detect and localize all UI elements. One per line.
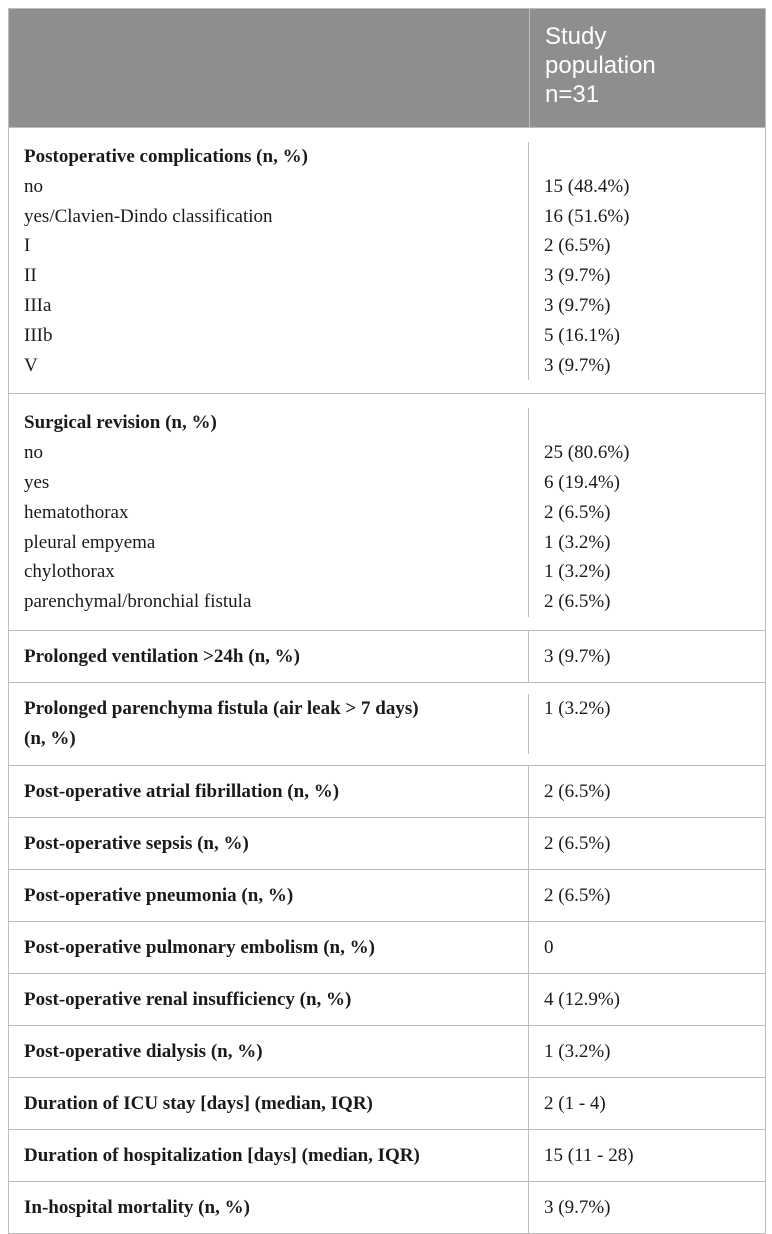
surgical-revision-group xyxy=(9,393,765,630)
row-value: 3 (9.7%) xyxy=(544,354,611,376)
row-label: Post-operative pneumonia (n, %) xyxy=(24,884,294,906)
row-label: no xyxy=(24,175,43,197)
table-row xyxy=(9,817,765,869)
table-row xyxy=(9,973,765,1025)
table-row xyxy=(9,1129,765,1181)
row-label: Post-operative sepsis (n, %) xyxy=(24,832,249,854)
row-value: 1 (3.2%) xyxy=(544,531,611,553)
row-label: Post-operative dialysis (n, %) xyxy=(24,1040,263,1062)
row-value: 2 (1 - 4) xyxy=(544,1092,606,1114)
table-row xyxy=(9,869,765,921)
header-line: n=31 xyxy=(545,81,600,108)
table-row xyxy=(9,921,765,973)
row-label: Duration of ICU stay [days] (median, IQR) xyxy=(24,1092,373,1114)
row-value: 15 (11 - 28) xyxy=(544,1144,634,1166)
table-row xyxy=(9,1077,765,1129)
header-study-population xyxy=(530,9,765,127)
row-value: 15 (48.4%) xyxy=(544,175,630,197)
row-value: 1 (3.2%) xyxy=(544,697,611,719)
row-label: pleural empyema xyxy=(24,531,156,553)
row-label: hematothorax xyxy=(24,501,129,523)
header-line: Study xyxy=(545,23,607,50)
row-label: Prolonged parenchyma fistula (air leak > 7 days) xyxy=(24,697,419,719)
row-label: Post-operative atrial fibrillation (n, %) xyxy=(24,780,340,802)
row-value: 1 (3.2%) xyxy=(544,1040,611,1062)
row-value: 3 (9.7%) xyxy=(544,1196,611,1218)
table-header xyxy=(9,9,765,127)
row-value: 2 (6.5%) xyxy=(544,884,611,906)
row-value: 2 (6.5%) xyxy=(544,780,611,802)
row-value: 4 (12.9%) xyxy=(544,988,620,1010)
postoperative-complications-group xyxy=(9,127,765,393)
row-label: chylothorax xyxy=(24,561,115,583)
row-value: 1 (3.2%) xyxy=(544,561,611,583)
row-label: Post-operative pulmonary embolism (n, %) xyxy=(24,936,375,958)
row-value: 2 (6.5%) xyxy=(544,501,611,523)
row-label: II xyxy=(24,265,37,287)
row-label: IIIa xyxy=(24,294,52,316)
ventilation-row xyxy=(9,630,765,682)
row-label: V xyxy=(24,354,38,376)
table-row xyxy=(9,1181,765,1233)
table-row xyxy=(9,765,765,817)
row-label: IIIb xyxy=(24,324,53,346)
row-value: 3 (9.7%) xyxy=(544,645,611,667)
fistula-row xyxy=(9,682,765,765)
row-label: no xyxy=(24,442,43,464)
row-label: Prolonged ventilation >24h (n, %) xyxy=(24,645,300,667)
row-value: 3 (9.7%) xyxy=(544,294,611,316)
row-label: I xyxy=(24,235,31,257)
row-value: 2 (6.5%) xyxy=(544,832,611,854)
row-value: 5 (16.1%) xyxy=(544,324,620,346)
row-label: Duration of hospitalization [days] (median, IQR) xyxy=(24,1144,420,1166)
header-label-cell xyxy=(9,9,530,127)
row-value: 0 xyxy=(544,936,554,958)
row-value: 2 (6.5%) xyxy=(544,235,611,257)
row-label: (n, %) xyxy=(24,727,76,749)
group-title: Surgical revision (n, %) xyxy=(24,412,217,434)
table-row xyxy=(9,1025,765,1077)
row-value: 3 (9.7%) xyxy=(544,265,611,287)
row-label: yes xyxy=(24,471,50,493)
row-label: In-hospital mortality (n, %) xyxy=(24,1196,250,1218)
row-value: 25 (80.6%) xyxy=(544,442,630,464)
group-title: Postoperative complications (n, %) xyxy=(24,146,308,167)
complications-table xyxy=(8,8,766,1234)
row-label: Post-operative renal insufficiency (n, %) xyxy=(24,988,352,1010)
row-value: 6 (19.4%) xyxy=(544,471,620,493)
row-value: 2 (6.5%) xyxy=(544,591,611,613)
row-label: yes/Clavien-Dindo classification xyxy=(24,205,273,227)
row-value: 16 (51.6%) xyxy=(544,205,630,227)
header-line: population xyxy=(545,52,656,79)
row-label: parenchymal/bronchial fistula xyxy=(24,591,252,613)
